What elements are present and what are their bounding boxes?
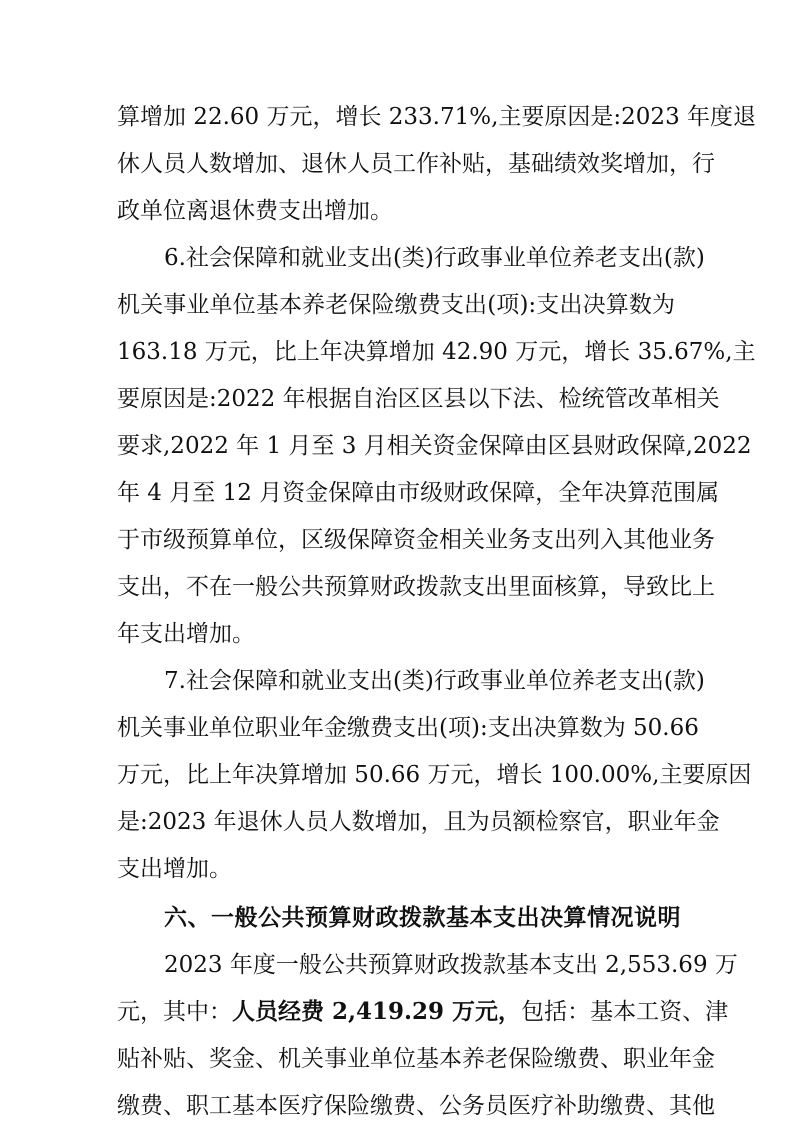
paragraph-line: 贴补贴、奖金、机关事业单位基本养老保险缴费、职业年金 <box>117 1046 715 1072</box>
paragraph-line: 支出，不在一般公共预算财政拨款支出里面核算，导致比上 <box>117 574 715 600</box>
text-segment: 元，其中： <box>117 999 232 1025</box>
paragraph-line: 163.18 万元，比上年决算增加 42.90 万元，增长 35.67%,主 <box>117 339 756 365</box>
paragraph-line: 年 4 月至 12 月资金保障由市级财政保障，全年决算范围属 <box>117 480 720 506</box>
paragraph-line: 2023 年度一般公共预算财政拨款基本支出 2,553.69 万 <box>164 952 738 978</box>
paragraph-line: 休人员人数增加、退休人员工作补贴，基础绩效奖增加，行 <box>117 151 715 177</box>
paragraph-line: 算增加 22.60 万元，增长 233.71%,主要原因是:2023 年度退 <box>117 104 757 130</box>
paragraph-line: 要求,2022 年 1 月至 3 月相关资金保障由区县财政保障,2022 <box>117 433 752 459</box>
paragraph-line <box>117 998 729 1026</box>
personnel-expense-highlight: 人员经费 2,419.29 万元， <box>232 998 522 1025</box>
paragraph-line: 缴费、职工基本医疗保险缴费、公务员医疗补助缴费、其他 <box>117 1093 715 1119</box>
paragraph-line: 6.社会保障和就业支出(类)行政事业单位养老支出(款) <box>164 245 705 271</box>
paragraph-line: 支出增加。 <box>117 856 232 882</box>
paragraph-line: 万元，比上年决算增加 50.66 万元，增长 100.00%,主要原因 <box>117 762 752 788</box>
paragraph-line: 机关事业单位职业年金缴费支出(项):支出决算数为 50.66 <box>117 715 699 741</box>
paragraph-line: 7.社会保障和就业支出(类)行政事业单位养老支出(款) <box>164 668 705 694</box>
section-heading: 六、一般公共预算财政拨款基本支出决算情况说明 <box>164 905 681 931</box>
paragraph-line: 于市级预算单位，区级保障资金相关业务支出列入其他业务 <box>117 527 715 553</box>
paragraph-line: 是:2023 年退休人员人数增加，且为员额检察官，职业年金 <box>117 809 720 835</box>
paragraph-line: 机关事业单位基本养老保险缴费支出(项):支出决算数为 <box>117 292 675 318</box>
paragraph-line: 年支出增加。 <box>117 621 255 647</box>
paragraph-line: 政单位离退休费支出增加。 <box>117 198 393 224</box>
paragraph-line: 要原因是:2022 年根据自治区区县以下法、检统管改革相关 <box>117 386 720 412</box>
text-segment: 包括：基本工资、津 <box>521 999 729 1025</box>
